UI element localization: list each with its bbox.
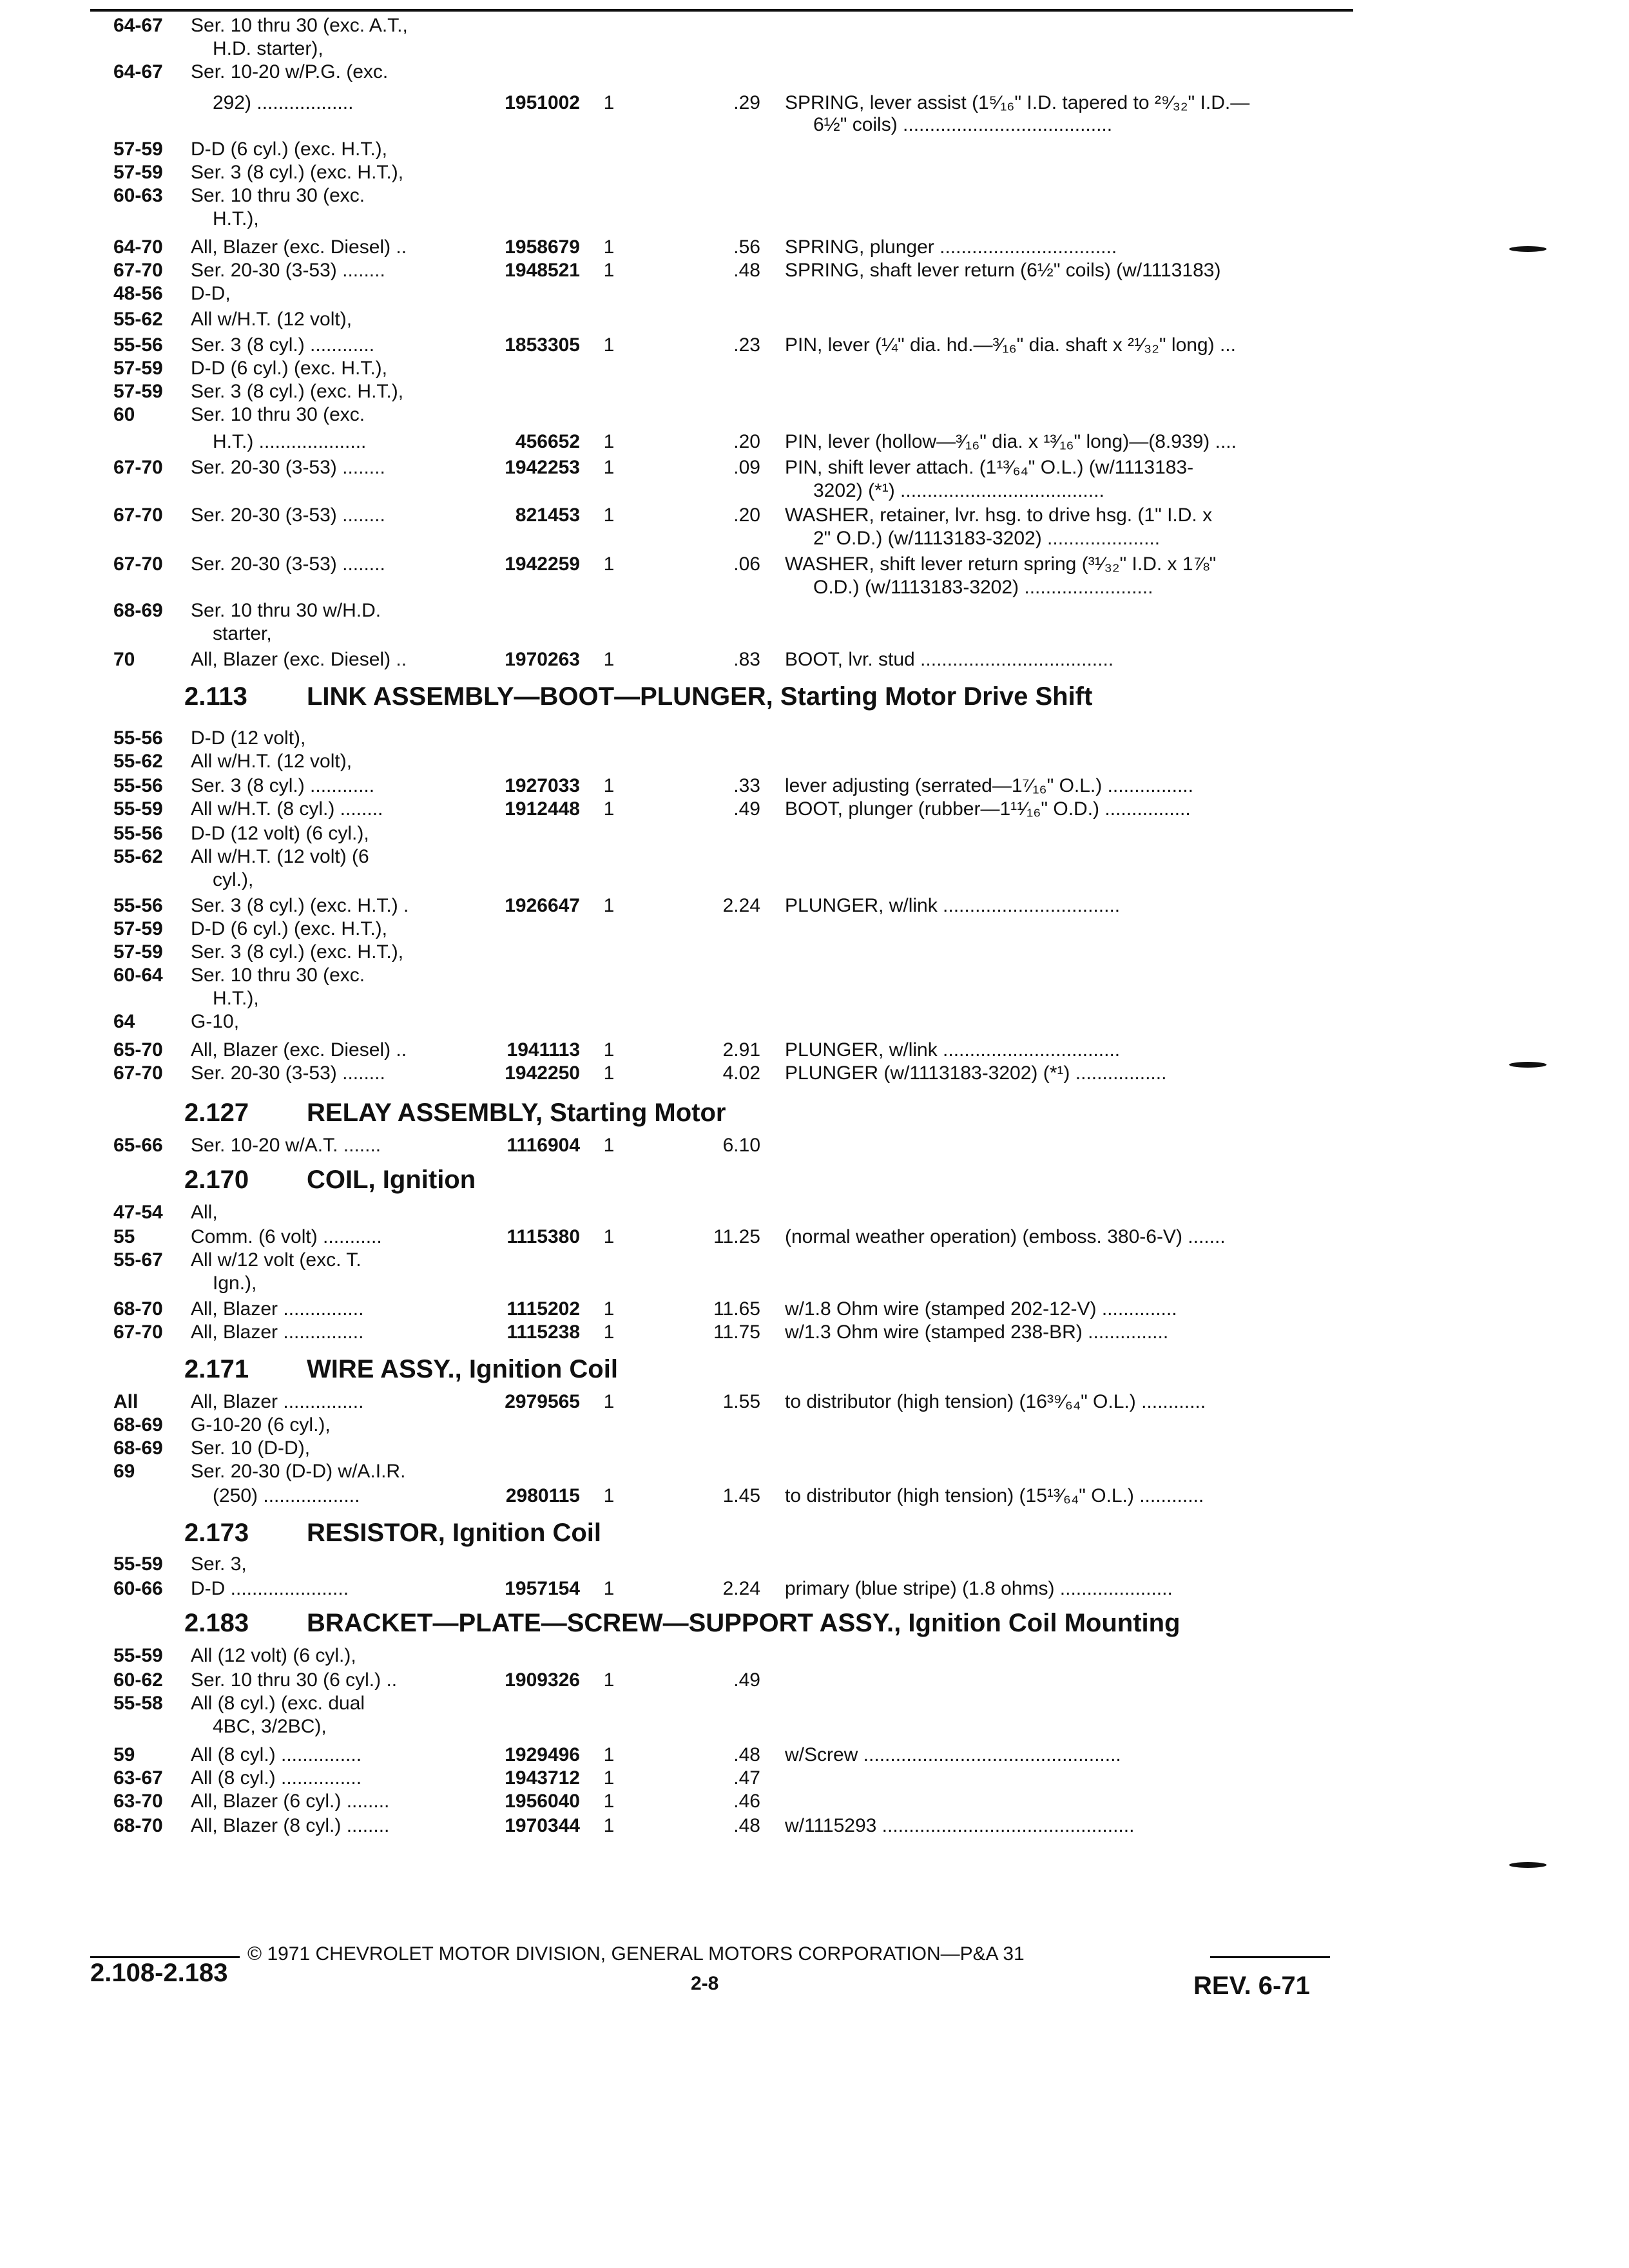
- application: G-10-20 (6 cyl.),: [191, 1414, 331, 1436]
- description: PIN, lever (¼" dia. hd.—³⁄₁₆" dia. shaft x ²¹⁄₃₂" long) ...: [785, 334, 1236, 356]
- application: Comm. (6 volt) ...........: [191, 1226, 382, 1247]
- quantity: 1: [603, 260, 615, 281]
- application: Ser. 10 thru 30 (exc. A.T.,: [191, 15, 408, 36]
- model-years: 60-63: [113, 185, 163, 206]
- model-years: 55-56: [113, 823, 163, 844]
- application: G-10,: [191, 1011, 240, 1032]
- price: .56: [733, 236, 760, 258]
- application: All, Blazer ...............: [191, 1298, 364, 1320]
- part-number: 1942250: [505, 1062, 580, 1084]
- quantity: 1: [603, 1744, 615, 1765]
- quantity: 1: [603, 1391, 615, 1412]
- description: w/1.3 Ohm wire (stamped 238-BR) ...............: [785, 1321, 1169, 1343]
- section-heading: [184, 682, 1092, 711]
- model-years: 59: [113, 1744, 135, 1765]
- model-years: All: [113, 1391, 139, 1412]
- model-years: 69: [113, 1461, 135, 1482]
- price: .83: [733, 649, 760, 670]
- section-number: 2.183: [184, 1609, 249, 1637]
- model-years: 63-67: [113, 1767, 163, 1789]
- part-number: 1942253: [505, 457, 580, 478]
- description-cont: 2" O.D.) (w/1113183-3202) .....................: [813, 528, 1161, 549]
- price: .23: [733, 334, 760, 356]
- price: .47: [733, 1767, 760, 1789]
- description: PIN, lever (hollow—³⁄₁₆" dia. x ¹³⁄₁₆" long)—(8.939) ....: [785, 431, 1237, 452]
- section-title: WIRE ASSY., Ignition Coil: [307, 1355, 618, 1383]
- description: WASHER, shift lever return spring (³¹⁄₃₂" I.D. x 1⅞": [785, 553, 1217, 575]
- application: All, Blazer ...............: [191, 1391, 364, 1412]
- description: lever adjusting (serrated—1⁷⁄₁₆" O.L.) ................: [785, 775, 1193, 796]
- description: WASHER, retainer, lvr. hsg. to drive hsg. (1" I.D. x: [785, 505, 1213, 526]
- quantity: 1: [603, 334, 615, 356]
- part-number: 1951002: [505, 92, 580, 113]
- price: 4.02: [722, 1062, 760, 1084]
- model-years: 55-59: [113, 1645, 163, 1666]
- application: D-D (12 volt) (6 cyl.),: [191, 823, 369, 844]
- description: PLUNGER, w/link .................................: [785, 895, 1121, 916]
- application-cont: starter,: [213, 623, 272, 644]
- quantity: 1: [603, 798, 615, 820]
- part-number: 1853305: [505, 334, 580, 356]
- application: Ser. 20-30 (D-D) w/A.I.R.: [191, 1461, 406, 1482]
- description: SPRING, plunger .................................: [785, 236, 1117, 258]
- application: All, Blazer ...............: [191, 1321, 364, 1343]
- model-years: 48-56: [113, 283, 163, 304]
- price: .20: [733, 431, 760, 452]
- application: All (12 volt) (6 cyl.),: [191, 1645, 356, 1666]
- model-years: 67-70: [113, 457, 163, 478]
- description: PLUNGER (w/1113183-3202) (*¹) .................: [785, 1062, 1167, 1084]
- model-years: 67-70: [113, 1321, 163, 1343]
- footer-rule-left: [90, 1956, 240, 1958]
- margin-mark: [1509, 246, 1547, 252]
- part-number: 1958679: [505, 236, 580, 258]
- part-number: 1115238: [506, 1321, 580, 1343]
- model-years: 67-70: [113, 260, 163, 281]
- description: SPRING, shaft lever return (6½" coils) (w/1113183): [785, 260, 1221, 281]
- application-cont: H.D. starter),: [213, 38, 323, 59]
- quantity: 1: [603, 1669, 615, 1691]
- quantity: 1: [603, 649, 615, 670]
- application: All w/H.T. (12 volt),: [191, 751, 352, 772]
- application: Ser. 10-20 w/A.T. .......: [191, 1135, 381, 1156]
- application: All w/H.T. (8 cyl.) ........: [191, 798, 383, 820]
- application: Ser. 3 (8 cyl.) (exc. H.T.),: [191, 381, 404, 402]
- description: SPRING, lever assist (1⁵⁄₁₆" I.D. tapered to ²⁹⁄₃₂" I.D.—: [785, 92, 1250, 113]
- part-number: 1115380: [506, 1226, 580, 1247]
- revision: REV. 6-71: [1193, 1972, 1310, 2000]
- application: Ser. 20-30 (3-53) ........: [191, 505, 385, 526]
- part-number: 1957154: [505, 1578, 580, 1599]
- price: 1.55: [722, 1391, 760, 1412]
- model-years: 55: [113, 1226, 135, 1247]
- application: All w/12 volt (exc. T.: [191, 1249, 361, 1271]
- part-number: 456652: [515, 431, 580, 452]
- application-cont: 292) ..................: [213, 92, 354, 113]
- section-title: COIL, Ignition: [307, 1166, 476, 1194]
- description: PIN, shift lever attach. (1¹³⁄₆₄" O.L.) (w/1113183-: [785, 457, 1194, 478]
- section-range: 2.108-2.183: [90, 1959, 228, 1987]
- part-number: 821453: [515, 505, 580, 526]
- model-years: 63-70: [113, 1791, 163, 1812]
- model-years: 55-62: [113, 309, 163, 330]
- model-years: 64-67: [113, 61, 163, 82]
- model-years: 60-64: [113, 965, 163, 986]
- quantity: 1: [603, 236, 615, 258]
- application-cont: H.T.) ....................: [213, 431, 367, 452]
- application-cont: cyl.),: [213, 869, 254, 890]
- part-number: 1912448: [505, 798, 580, 820]
- part-number: 1970344: [505, 1815, 580, 1836]
- part-number: 1943712: [505, 1767, 580, 1789]
- part-number: 2979565: [505, 1391, 580, 1412]
- application-cont: 4BC, 3/2BC),: [213, 1716, 327, 1737]
- part-number: 2980115: [505, 1485, 580, 1506]
- application: All w/H.T. (12 volt),: [191, 309, 352, 330]
- application: All (8 cyl.) (exc. dual: [191, 1693, 365, 1714]
- section-number: 2.173: [184, 1519, 249, 1547]
- model-years: 55-56: [113, 895, 163, 916]
- quantity: 1: [603, 895, 615, 916]
- section-title: BRACKET—PLATE—SCREW—SUPPORT ASSY., Ignition Coil Mounting: [307, 1609, 1181, 1637]
- model-years: 55-56: [113, 727, 163, 749]
- application: Ser. 20-30 (3-53) ........: [191, 553, 385, 575]
- model-years: 55-56: [113, 334, 163, 356]
- model-years: 64-67: [113, 15, 163, 36]
- model-years: 55-62: [113, 846, 163, 867]
- application-cont: Ign.),: [213, 1273, 257, 1294]
- application: D-D,: [191, 283, 231, 304]
- model-years: 57-59: [113, 162, 163, 183]
- price: 11.65: [713, 1298, 760, 1320]
- quantity: 1: [603, 1578, 615, 1599]
- price: .48: [733, 1815, 760, 1836]
- section-heading: [184, 1608, 1181, 1638]
- model-years: 68-69: [113, 1437, 163, 1459]
- application: Ser. 3 (8 cyl.) ............: [191, 775, 375, 796]
- price: .33: [733, 775, 760, 796]
- quantity: 1: [603, 1815, 615, 1836]
- application-cont: H.T.),: [213, 988, 259, 1009]
- description: to distributor (high tension) (16³⁹⁄₆₄" O.L.) ............: [785, 1391, 1206, 1412]
- application-cont: (250) ..................: [213, 1485, 360, 1506]
- model-years: 55-59: [113, 1553, 163, 1575]
- application: Ser. 20-30 (3-53) ........: [191, 457, 385, 478]
- model-years: 55-67: [113, 1249, 163, 1271]
- application: All, Blazer (exc. Diesel) ..: [191, 236, 407, 258]
- model-years: 57-59: [113, 381, 163, 402]
- application: D-D (6 cyl.) (exc. H.T.),: [191, 358, 387, 379]
- description: (normal weather operation) (emboss. 380-6-V) .......: [785, 1226, 1226, 1247]
- quantity: 1: [603, 1298, 615, 1320]
- application: Ser. 10 thru 30 (6 cyl.) ..: [191, 1669, 398, 1691]
- section-number: 2.127: [184, 1099, 249, 1127]
- application: All (8 cyl.) ...............: [191, 1744, 362, 1765]
- model-years: 68-69: [113, 600, 163, 621]
- model-years: 70: [113, 649, 135, 670]
- part-number: 1941113: [506, 1039, 580, 1061]
- model-years: 55-59: [113, 798, 163, 820]
- model-years: 67-70: [113, 505, 163, 526]
- price: .48: [733, 1744, 760, 1765]
- description: to distributor (high tension) (15¹³⁄₆₄" O.L.) ............: [785, 1485, 1204, 1506]
- model-years: 67-70: [113, 553, 163, 575]
- description-cont: 3202) (*¹) ......................................: [813, 480, 1104, 501]
- description-cont: O.D.) (w/1113183-3202) ........................: [813, 577, 1153, 598]
- price: 11.75: [713, 1321, 760, 1343]
- quantity: 1: [603, 1791, 615, 1812]
- part-number: 1909326: [505, 1669, 580, 1691]
- quantity: 1: [603, 1039, 615, 1061]
- quantity: 1: [603, 1767, 615, 1789]
- price: .06: [733, 553, 760, 575]
- price: .48: [733, 260, 760, 281]
- part-number: 1948521: [505, 260, 580, 281]
- quantity: 1: [603, 1321, 615, 1343]
- quantity: 1: [603, 1135, 615, 1156]
- description: w/Screw ................................................: [785, 1744, 1121, 1765]
- part-number: 1929496: [505, 1744, 580, 1765]
- model-years: 55-62: [113, 751, 163, 772]
- description: w/1.8 Ohm wire (stamped 202-12-V) ..............: [785, 1298, 1177, 1320]
- application: Ser. 10 thru 30 w/H.D.: [191, 600, 381, 621]
- model-years: 67-70: [113, 1062, 163, 1084]
- quantity: 1: [603, 1485, 615, 1506]
- application: Ser. 3 (8 cyl.) (exc. H.T.),: [191, 941, 404, 963]
- model-years: 60: [113, 404, 135, 425]
- quantity: 1: [603, 505, 615, 526]
- quantity: 1: [603, 92, 615, 113]
- part-number: 1115202: [506, 1298, 580, 1320]
- application: All, Blazer (exc. Diesel) ..: [191, 1039, 407, 1061]
- price: 2.91: [722, 1039, 760, 1061]
- section-number: 2.113: [184, 682, 247, 711]
- price: 2.24: [722, 895, 760, 916]
- application: Ser. 3 (8 cyl.) (exc. H.T.),: [191, 162, 404, 183]
- application: Ser. 10 (D-D),: [191, 1437, 311, 1459]
- model-years: 57-59: [113, 941, 163, 963]
- section-heading: [184, 1518, 601, 1548]
- model-years: 65-70: [113, 1039, 163, 1061]
- part-number: 1927033: [505, 775, 580, 796]
- description: primary (blue stripe) (1.8 ohms) .....................: [785, 1578, 1173, 1599]
- quantity: 1: [603, 1226, 615, 1247]
- margin-mark: [1509, 1862, 1547, 1868]
- application: All w/H.T. (12 volt) (6: [191, 846, 369, 867]
- application: Ser. 10 thru 30 (exc.: [191, 965, 365, 986]
- quantity: 1: [603, 1062, 615, 1084]
- part-number: 1956040: [505, 1791, 580, 1812]
- application: Ser. 10 thru 30 (exc.: [191, 185, 365, 206]
- top-rule: [90, 9, 1353, 12]
- quantity: 1: [603, 431, 615, 452]
- description-cont: 6½" coils) .......................................: [813, 114, 1113, 135]
- price: 1.45: [722, 1485, 760, 1506]
- model-years: 55-58: [113, 1693, 163, 1714]
- application: D-D (6 cyl.) (exc. H.T.),: [191, 139, 387, 160]
- application: Ser. 3 (8 cyl.) (exc. H.T.) .: [191, 895, 409, 916]
- model-years: 57-59: [113, 918, 163, 939]
- part-number: 1970263: [505, 649, 580, 670]
- application: D-D (6 cyl.) (exc. H.T.),: [191, 918, 387, 939]
- section-title: LINK ASSEMBLY—BOOT—PLUNGER, Starting Motor Drive Shift: [307, 682, 1093, 711]
- application: Ser. 3 (8 cyl.) ............: [191, 334, 375, 356]
- application: Ser. 3,: [191, 1553, 247, 1575]
- description: PLUNGER, w/link .................................: [785, 1039, 1121, 1061]
- part-number: 1942259: [505, 553, 580, 575]
- section-number: 2.171: [184, 1355, 249, 1383]
- price: .49: [733, 1669, 760, 1691]
- price: .09: [733, 457, 760, 478]
- price: 6.10: [722, 1135, 760, 1156]
- model-years: 60-66: [113, 1578, 163, 1599]
- copyright: © 1971 CHEVROLET MOTOR DIVISION, GENERAL MOTORS CORPORATION—P&A 31: [247, 1943, 1025, 1965]
- model-years: 68-70: [113, 1298, 163, 1320]
- section-heading: [184, 1098, 726, 1128]
- price: 2.24: [722, 1578, 760, 1599]
- section-heading: [184, 1165, 476, 1195]
- model-years: 57-59: [113, 139, 163, 160]
- section-title: RELAY ASSEMBLY, Starting Motor: [307, 1099, 726, 1127]
- model-years: 57-59: [113, 358, 163, 379]
- application: All,: [191, 1202, 218, 1223]
- price: .20: [733, 505, 760, 526]
- application-cont: H.T.),: [213, 208, 259, 229]
- model-years: 55-56: [113, 775, 163, 796]
- application: D-D ......................: [191, 1578, 349, 1599]
- part-number: 1116904: [506, 1135, 580, 1156]
- description: BOOT, lvr. stud ....................................: [785, 649, 1114, 670]
- description: w/1115293 ...............................................: [785, 1815, 1135, 1836]
- application: Ser. 20-30 (3-53) ........: [191, 1062, 385, 1084]
- price: .29: [733, 92, 760, 113]
- application: All, Blazer (8 cyl.) ........: [191, 1815, 390, 1836]
- description: BOOT, plunger (rubber—1¹¹⁄₁₆" O.D.) ................: [785, 798, 1191, 820]
- part-number: 1926647: [505, 895, 580, 916]
- price: 11.25: [713, 1226, 760, 1247]
- quantity: 1: [603, 775, 615, 796]
- section-number: 2.170: [184, 1166, 249, 1194]
- application: Ser. 20-30 (3-53) ........: [191, 260, 385, 281]
- model-years: 68-70: [113, 1815, 163, 1836]
- quantity: 1: [603, 457, 615, 478]
- price: .46: [733, 1791, 760, 1812]
- price: .49: [733, 798, 760, 820]
- section-title: RESISTOR, Ignition Coil: [307, 1519, 602, 1547]
- application: Ser. 10 thru 30 (exc.: [191, 404, 365, 425]
- margin-mark: [1509, 1062, 1547, 1068]
- model-years: 65-66: [113, 1135, 163, 1156]
- application: All, Blazer (exc. Diesel) ..: [191, 649, 407, 670]
- model-years: 64: [113, 1011, 135, 1032]
- section-heading: [184, 1354, 618, 1384]
- footer-rule-right: [1210, 1956, 1330, 1958]
- application: D-D (12 volt),: [191, 727, 306, 749]
- model-years: 60-62: [113, 1669, 163, 1691]
- page-number: 2-8: [691, 1973, 719, 1994]
- application: Ser. 10-20 w/P.G. (exc.: [191, 61, 389, 82]
- quantity: 1: [603, 553, 615, 575]
- application: All, Blazer (6 cyl.) ........: [191, 1791, 390, 1812]
- model-years: 68-69: [113, 1414, 163, 1436]
- application: All (8 cyl.) ...............: [191, 1767, 362, 1789]
- model-years: 47-54: [113, 1202, 163, 1223]
- model-years: 64-70: [113, 236, 163, 258]
